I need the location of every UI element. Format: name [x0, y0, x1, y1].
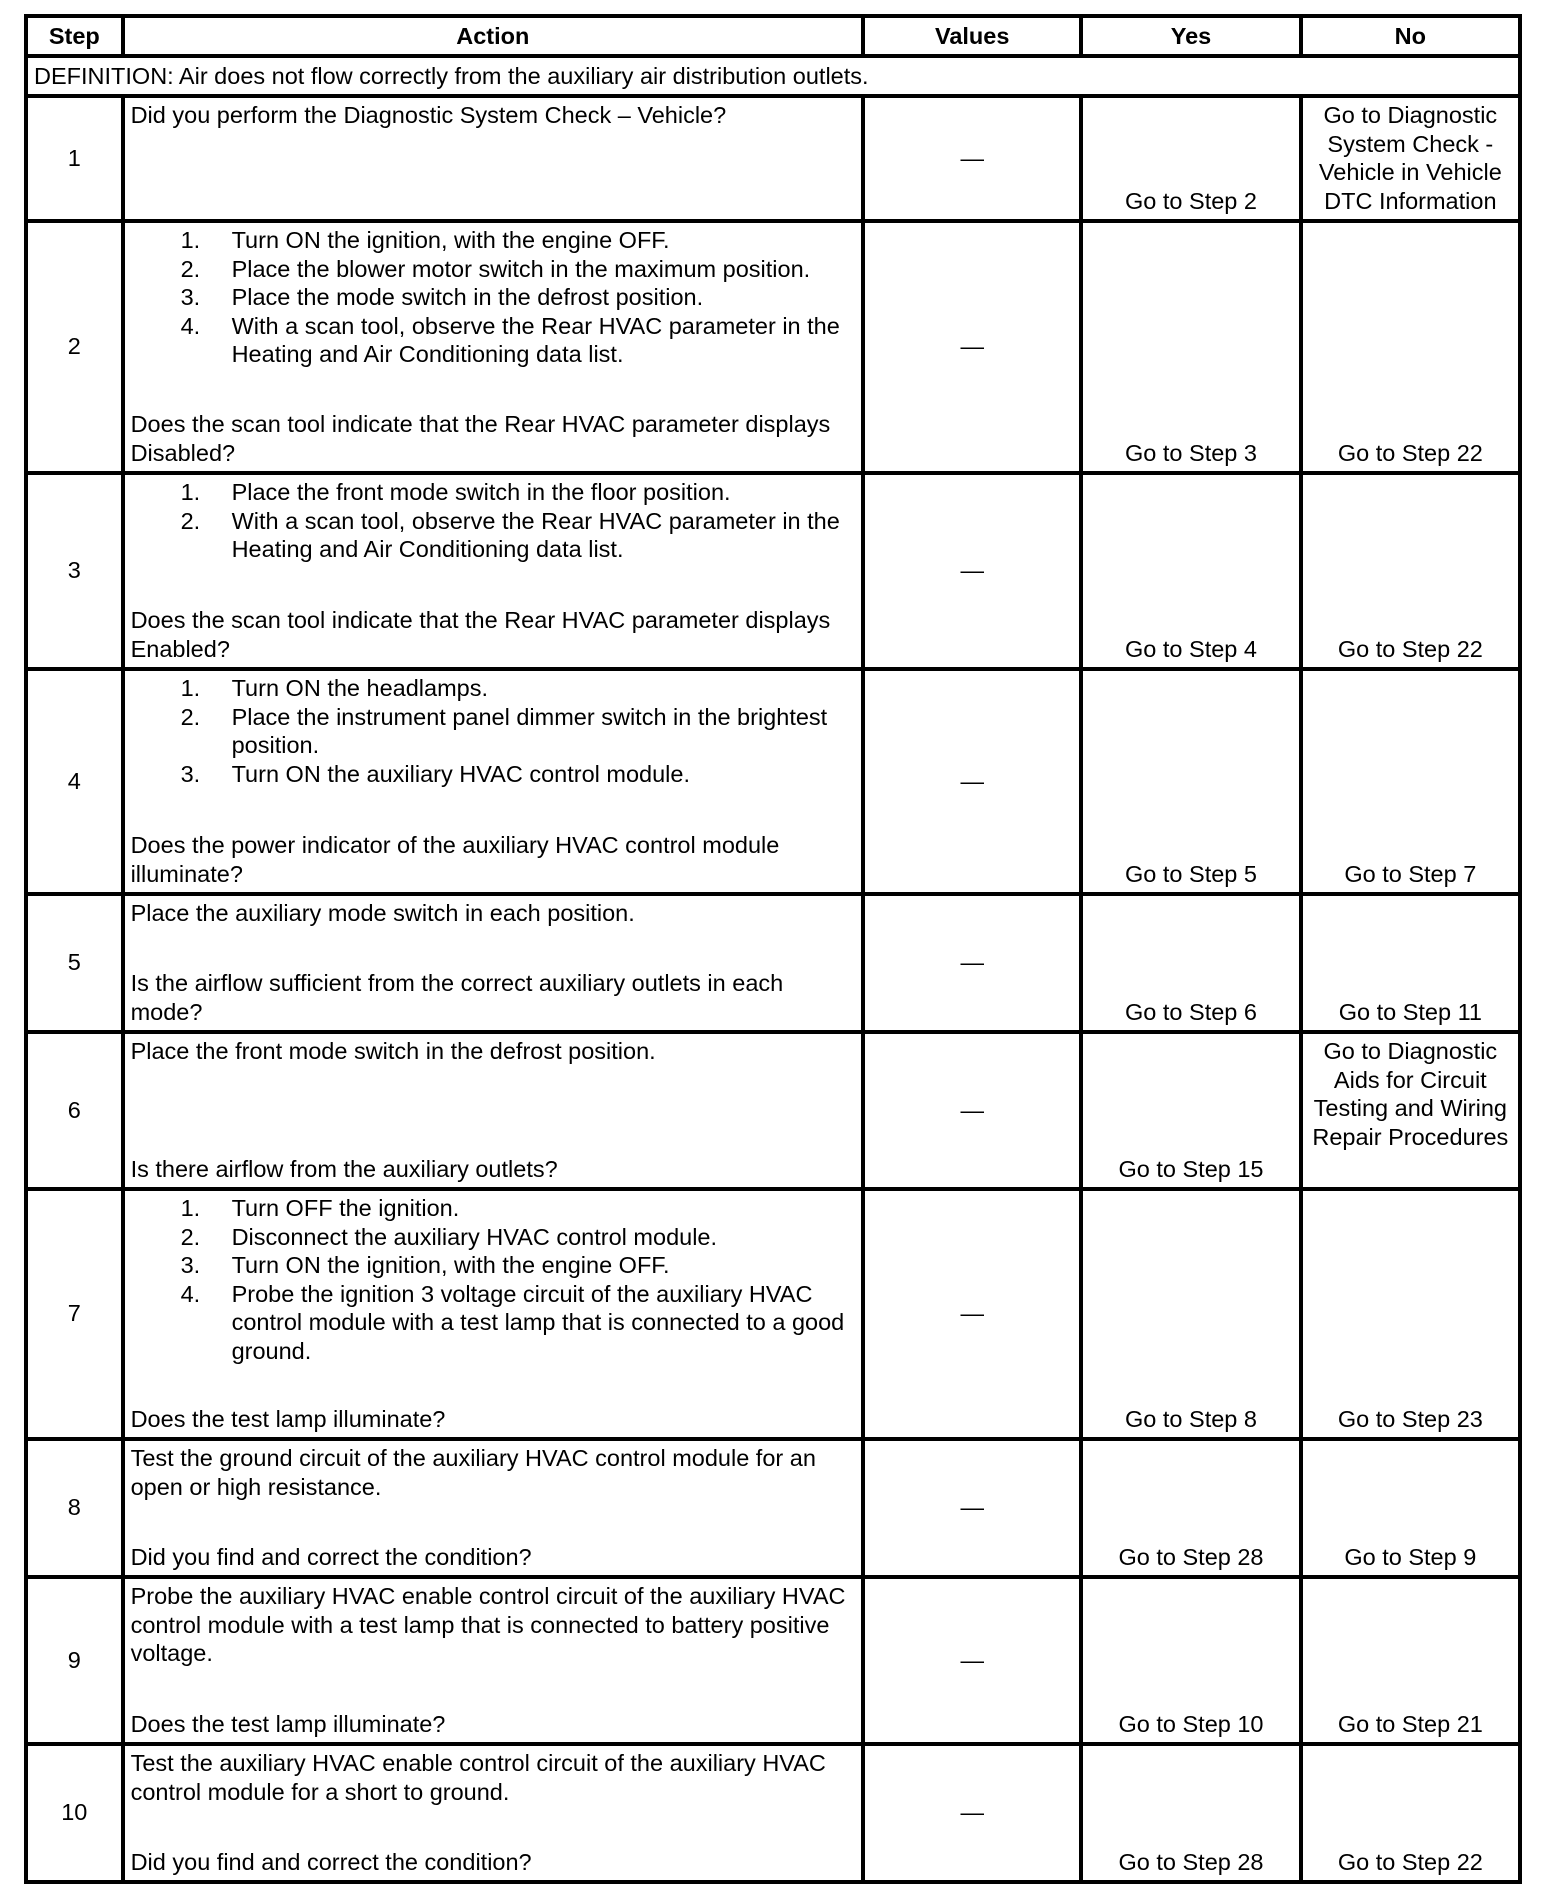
action-step-item [131, 226, 855, 255]
action-step-item [131, 255, 855, 284]
action-instructions [131, 899, 855, 928]
table-row [26, 96, 1520, 221]
action-step-number: 2. [180, 507, 201, 534]
action-step-number: 3. [180, 760, 201, 787]
action-cell [123, 1744, 863, 1882]
action-question: Is the airflow sufficient from the correct auxiliary outlets in each mode? [130, 970, 784, 1025]
values-cell: — [863, 669, 1081, 894]
yes-cell: Go to Step 2 [1081, 96, 1300, 221]
action-step-item [131, 283, 855, 312]
step-number: 10 [26, 1744, 123, 1882]
yes-cell: Go to Step 3 [1081, 221, 1300, 473]
yes-cell: Go to Step 15 [1081, 1032, 1300, 1189]
action-question: Did you find and correct the condition? [130, 1543, 532, 1570]
header-yes: Yes [1081, 16, 1300, 56]
action-cell [123, 1577, 863, 1744]
action-steps-list [131, 226, 855, 369]
table-row [26, 669, 1520, 894]
action-question: Does the test lamp illuminate? [130, 1405, 446, 1432]
action-step-item [131, 1223, 855, 1252]
no-cell: Go to Step 23 [1301, 1189, 1520, 1439]
yes-cell: Go to Step 6 [1081, 894, 1300, 1032]
step-number: 1 [26, 96, 123, 221]
action-step-number: 2. [180, 703, 201, 730]
table-row [26, 1744, 1520, 1882]
action-steps-list [131, 674, 855, 788]
action-cell [123, 96, 863, 221]
step-number: 5 [26, 894, 123, 1032]
action-step-text: Turn ON the ignition, with the engine OFF. [231, 1252, 670, 1278]
action-text: Place the auxiliary mode switch in each position. [130, 900, 635, 926]
no-cell: Go to Diagnostic System Check - Vehicle in Vehicle DTC Information [1301, 96, 1520, 221]
action-step-item [131, 1280, 855, 1366]
action-step-item [131, 478, 855, 507]
action-text: Place the front mode switch in the defrost position. [130, 1038, 656, 1064]
action-question: Did you perform the Diagnostic System Check – Vehicle? [130, 102, 727, 128]
action-step-item [131, 760, 855, 789]
values-cell: — [863, 1744, 1081, 1882]
step-number: 3 [26, 473, 123, 669]
no-cell: Go to Step 11 [1301, 894, 1520, 1032]
action-content [131, 1749, 855, 1876]
table-row [26, 1189, 1520, 1439]
action-cell [123, 894, 863, 1032]
action-content [131, 674, 855, 888]
action-instructions [131, 1749, 855, 1806]
action-question: Is there airflow from the auxiliary outlets? [130, 1155, 558, 1182]
action-step-text: Place the front mode switch in the floor position. [231, 479, 731, 505]
action-step-number: 4. [180, 312, 201, 339]
yes-cell: Go to Step 28 [1081, 1439, 1300, 1577]
yes-cell: Go to Step 10 [1081, 1577, 1300, 1744]
no-cell: Go to Step 21 [1301, 1577, 1520, 1744]
header-row [26, 16, 1520, 56]
action-instructions [131, 1037, 855, 1066]
action-instructions [131, 1582, 855, 1668]
action-step-number: 3. [180, 1252, 201, 1278]
action-step-item [131, 507, 855, 564]
definition-row [26, 56, 1520, 96]
action-content [131, 1194, 855, 1433]
action-step-text: Turn ON the headlamps. [231, 675, 489, 701]
header-action: Action [123, 16, 863, 56]
action-text: Probe the auxiliary HVAC enable control circuit of the auxiliary HVAC control module with a test lamp that is connected to battery positive voltage. [130, 1583, 846, 1666]
yes-cell: Go to Step 5 [1081, 669, 1300, 894]
action-step-text: With a scan tool, observe the Rear HVAC parameter in the Heating and Air Conditioning data list. [231, 507, 840, 562]
action-step-text: Place the instrument panel dimmer switch in the brightest position. [231, 703, 828, 758]
diagnostic-table [24, 14, 1522, 1884]
action-content [131, 1444, 855, 1571]
step-number: 2 [26, 221, 123, 473]
action-question: Did you find and correct the condition? [130, 1848, 532, 1875]
step-number: 9 [26, 1577, 123, 1744]
values-cell: — [863, 894, 1081, 1032]
action-step-item [131, 674, 855, 703]
header-values: Values [863, 16, 1081, 56]
action-instructions [131, 478, 855, 564]
action-step-text: Turn ON the auxiliary HVAC control module. [231, 760, 691, 787]
action-step-text: Turn ON the ignition, with the engine OFF. [231, 227, 670, 253]
action-step-text: Disconnect the auxiliary HVAC control module. [231, 1223, 718, 1250]
action-step-number: 3. [180, 284, 201, 310]
action-question: Does the test lamp illuminate? [130, 1710, 446, 1737]
action-question: Does the scan tool indicate that the Rear HVAC parameter displays Enabled? [130, 607, 831, 662]
table-row [26, 1439, 1520, 1577]
action-content [131, 899, 855, 1026]
table-row [26, 1032, 1520, 1189]
action-cell [123, 221, 863, 473]
action-steps-list [131, 478, 855, 564]
action-instructions [131, 226, 855, 369]
header-no: No [1301, 16, 1520, 56]
action-step-number: 2. [180, 1223, 201, 1250]
action-step-item [131, 1251, 855, 1280]
step-number: 6 [26, 1032, 123, 1189]
action-content [131, 226, 855, 467]
action-cell [123, 1032, 863, 1189]
action-step-number: 4. [180, 1280, 201, 1307]
yes-cell: Go to Step 4 [1081, 473, 1300, 669]
values-cell: — [863, 1577, 1081, 1744]
action-step-number: 1. [180, 479, 201, 505]
action-step-item [131, 1194, 855, 1223]
yes-cell: Go to Step 8 [1081, 1189, 1300, 1439]
action-content [131, 101, 855, 215]
action-step-text: With a scan tool, observe the Rear HVAC parameter in the Heating and Air Conditioning data list. [231, 312, 840, 367]
action-step-text: Probe the ignition 3 voltage circuit of the auxiliary HVAC control module with a test lamp that is connected to a good ground. [231, 1280, 845, 1364]
no-cell: Go to Step 9 [1301, 1439, 1520, 1577]
step-number: 7 [26, 1189, 123, 1439]
action-content [131, 1582, 855, 1738]
no-cell: Go to Diagnostic Aids for Circuit Testing and Wiring Repair Procedures [1301, 1032, 1520, 1189]
action-step-number: 2. [180, 255, 201, 282]
yes-cell: Go to Step 28 [1081, 1744, 1300, 1882]
action-question: Does the power indicator of the auxiliary HVAC control module illuminate? [130, 832, 780, 887]
action-content [131, 478, 855, 663]
action-step-text: Place the mode switch in the defrost position. [231, 284, 704, 310]
action-instructions [131, 674, 855, 788]
action-cell [123, 1189, 863, 1439]
action-text: Test the ground circuit of the auxiliary HVAC control module for an open or high resistance. [130, 1445, 816, 1500]
action-instructions [131, 1194, 855, 1365]
table-row [26, 1577, 1520, 1744]
action-step-number: 1. [180, 1195, 201, 1221]
no-cell: Go to Step 22 [1301, 473, 1520, 669]
values-cell: — [863, 96, 1081, 221]
action-cell [123, 473, 863, 669]
action-content [131, 1037, 855, 1183]
values-cell: — [863, 1439, 1081, 1577]
action-text: Test the auxiliary HVAC enable control circuit of the auxiliary HVAC control module for a short to ground. [130, 1750, 826, 1805]
action-question: Does the scan tool indicate that the Rear HVAC parameter displays Disabled? [130, 411, 831, 466]
step-number: 4 [26, 669, 123, 894]
action-instructions [131, 1444, 855, 1501]
step-number: 8 [26, 1439, 123, 1577]
values-cell: — [863, 1032, 1081, 1189]
header-step: Step [26, 16, 123, 56]
action-step-item [131, 703, 855, 760]
values-cell: — [863, 473, 1081, 669]
action-step-text: Turn OFF the ignition. [231, 1195, 460, 1221]
action-step-number: 1. [180, 227, 201, 253]
no-cell: Go to Step 22 [1301, 221, 1520, 473]
no-cell: Go to Step 7 [1301, 669, 1520, 894]
table-row [26, 473, 1520, 669]
table-row [26, 221, 1520, 473]
values-cell: — [863, 1189, 1081, 1439]
action-step-text: Place the blower motor switch in the maximum position. [231, 255, 811, 282]
action-step-number: 1. [180, 675, 201, 701]
values-cell: — [863, 221, 1081, 473]
action-cell [123, 1439, 863, 1577]
action-step-item [131, 312, 855, 369]
table-row [26, 894, 1520, 1032]
definition-text: DEFINITION: Air does not flow correctly from the auxiliary air distribution outlets. [26, 56, 1520, 96]
action-cell [123, 669, 863, 894]
no-cell: Go to Step 22 [1301, 1744, 1520, 1882]
action-steps-list [131, 1194, 855, 1365]
